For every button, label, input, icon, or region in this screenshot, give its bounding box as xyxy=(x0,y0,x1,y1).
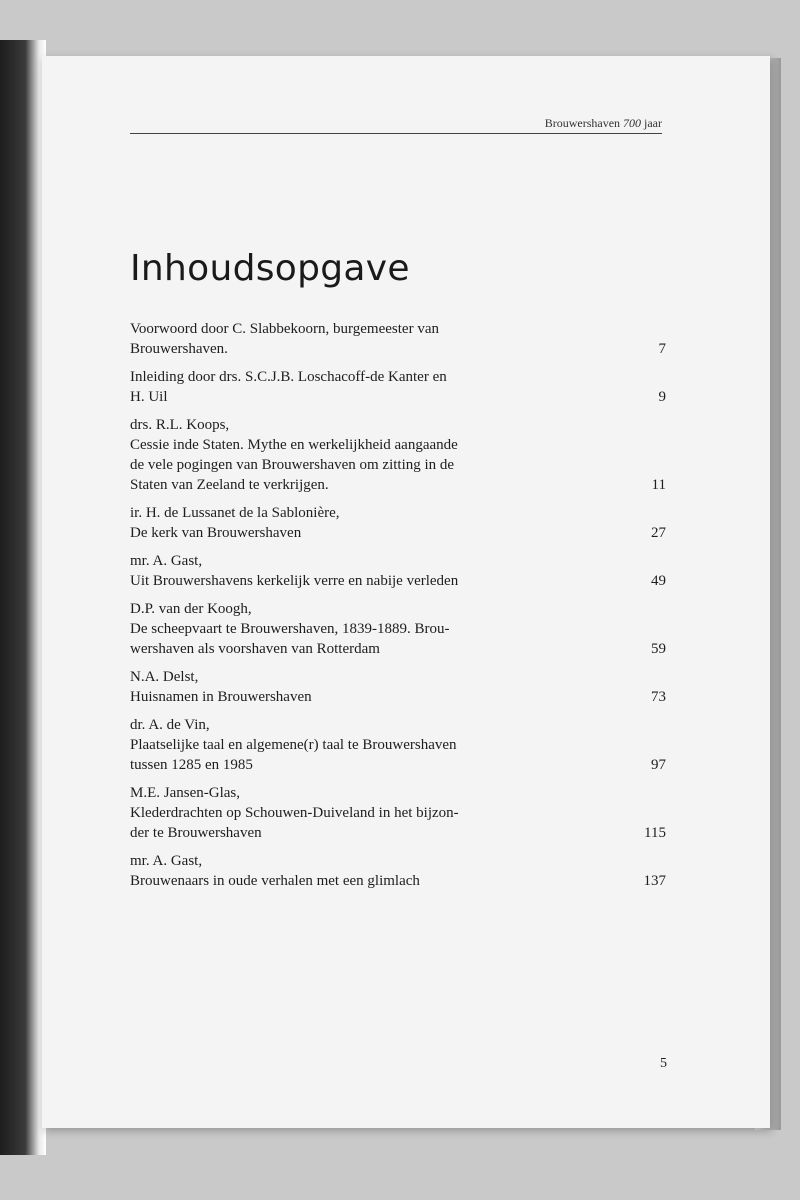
header-year: 700 xyxy=(623,116,642,130)
running-header xyxy=(130,116,662,134)
toc-entry-line: Voorwoord door C. Slabbekoorn, burgemeester van xyxy=(130,321,439,337)
toc-entry-text xyxy=(130,551,550,591)
toc-entry xyxy=(130,367,666,407)
toc-entry-line: Staten van Zeeland te verkrijgen. xyxy=(130,477,329,493)
toc-entry-line: De kerk van Brouwershaven xyxy=(130,525,302,541)
header-suffix: jaar xyxy=(641,116,662,130)
toc-entry-line: N.A. Delst, xyxy=(130,669,199,685)
toc-entry-text xyxy=(130,367,550,407)
toc-entry-line: mr. A. Gast, xyxy=(130,853,203,869)
toc-entry-line: Brouwershaven. xyxy=(130,341,228,357)
toc-entry-line: dr. A. de Vin, xyxy=(130,717,210,733)
toc-entry-text xyxy=(130,503,550,543)
toc-entry-line: Klederdrachten op Schouwen-Duiveland in het bijzon- xyxy=(130,805,459,821)
header-prefix: Brouwershaven xyxy=(544,116,624,130)
book-spine xyxy=(0,40,46,1155)
toc-entry-text xyxy=(130,851,550,891)
page-number: 5 xyxy=(660,1056,667,1071)
toc-entry xyxy=(130,415,666,495)
toc-entry xyxy=(130,551,666,591)
toc-entry-page-number: 27 xyxy=(651,525,666,541)
toc-entry-line: De scheepvaart te Brouwershaven, 1839-1889. Brou- xyxy=(130,621,450,637)
book-page xyxy=(42,56,770,1128)
toc-entry-page-number: 115 xyxy=(644,825,666,841)
toc-entry-line: wershaven als voorshaven van Rotterdam xyxy=(130,641,380,657)
toc-entry-text xyxy=(130,319,550,359)
toc-entry xyxy=(130,667,666,707)
toc-entry-text xyxy=(130,599,550,659)
toc-entry-line: tussen 1285 en 1985 xyxy=(130,757,253,773)
page-title: Inhoudsopgave xyxy=(130,248,410,289)
toc-entry xyxy=(130,599,666,659)
toc-entry xyxy=(130,851,666,891)
toc-entry-text xyxy=(130,715,550,775)
toc-entry-line: der te Brouwershaven xyxy=(130,825,262,841)
toc-entry-line: mr. A. Gast, xyxy=(130,553,203,569)
toc-entry-line: Plaatselijke taal en algemene(r) taal te Brouwershaven xyxy=(130,737,457,753)
toc-entry-line: Cessie inde Staten. Mythe en werkelijkheid aangaande xyxy=(130,437,458,453)
toc-entry-page-number: 59 xyxy=(651,641,666,657)
toc-entry-page-number: 73 xyxy=(651,689,666,705)
toc-entry-text xyxy=(130,667,550,707)
toc-entry-line: Inleiding door drs. S.C.J.B. Loschacoff-de Kanter en xyxy=(130,369,447,385)
toc-entry-line: ir. H. de Lussanet de la Sablonière, xyxy=(130,505,340,521)
toc-entry-line: D.P. van der Koogh, xyxy=(130,601,252,617)
toc-entry-line: de vele pogingen van Brouwershaven om zitting in de xyxy=(130,457,455,473)
toc-entry xyxy=(130,319,666,359)
toc-entry-line: Uit Brouwershavens kerkelijk verre en nabije verleden xyxy=(130,573,459,589)
toc-entry-line: H. Uil xyxy=(130,389,168,405)
toc-entry xyxy=(130,503,666,543)
toc-entry-page-number: 137 xyxy=(643,873,666,889)
toc-entry-page-number: 49 xyxy=(651,573,666,589)
toc-entry-line: M.E. Jansen-Glas, xyxy=(130,785,240,801)
toc-entry-page-number: 7 xyxy=(658,341,666,357)
toc-entry-page-number: 11 xyxy=(651,477,666,493)
toc-entry-line: drs. R.L. Koops, xyxy=(130,417,230,433)
toc-entry xyxy=(130,783,666,843)
toc-entry-page-number: 9 xyxy=(658,389,666,405)
toc-entry-line: Huisnamen in Brouwershaven xyxy=(130,689,312,705)
toc-entry xyxy=(130,715,666,775)
toc-entry-text xyxy=(130,415,550,495)
toc-entry-line: Brouwenaars in oude verhalen met een glimlach xyxy=(130,873,420,889)
toc-entry-text xyxy=(130,783,550,843)
toc-entry-page-number: 97 xyxy=(651,757,666,773)
table-of-contents xyxy=(130,319,666,899)
